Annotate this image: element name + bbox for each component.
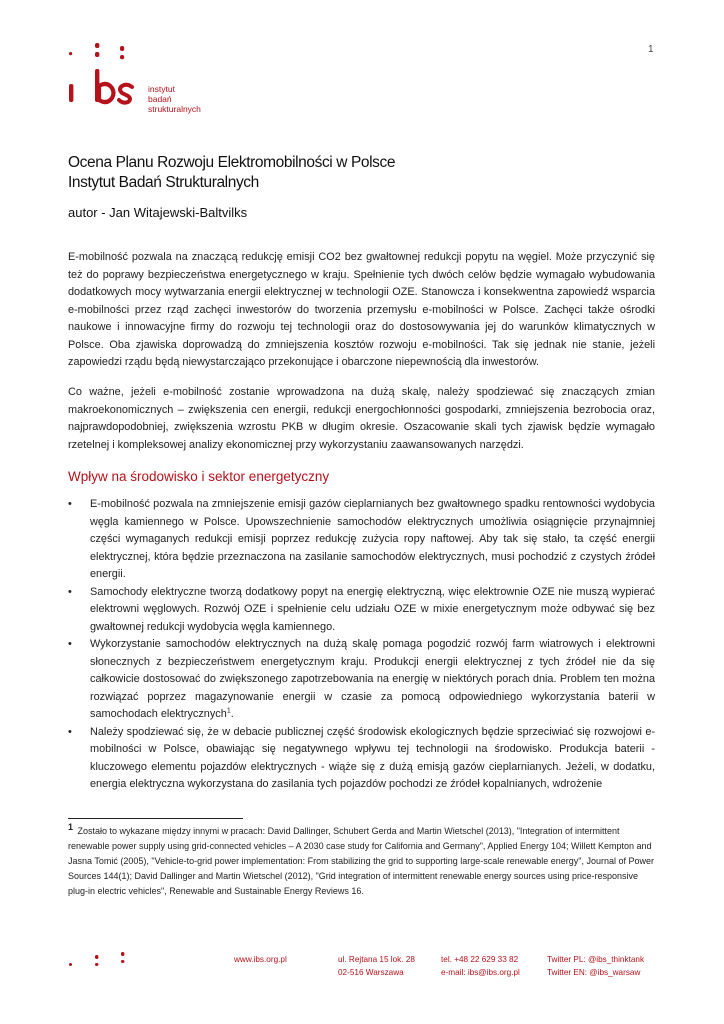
page-number: 1: [648, 44, 654, 55]
footer-contact: [441, 953, 520, 979]
footer-address: [338, 953, 415, 979]
title-line: Instytut Badań Strukturalnych: [68, 174, 259, 191]
ibs-logo: [66, 42, 226, 112]
title-line: Ocena Planu Rozwoju Elektromobilności w Polsce: [68, 154, 396, 171]
footer-twitter-pl[interactable]: Twitter PL: @ibs_thinktank: [547, 955, 645, 964]
sentence-end: .: [230, 708, 234, 720]
list-item-text: Należy spodziewać się, że w debacie publicznej część środowisk ekologicznych będzie sprzeciwiać się rozwojowi e-mobilności w Polsce, obawiając się negatywnego wpływu tej technologii na środowisko. Produkcja baterii - kluczowego elementu pojazdów elektrycznych - wiąże się z dużą emisją gazów cieplarnianych. Jeżeli, w dodatku, energia elektryczna wykorzystana do zasilania tych pojazdów pochodzi ze źródeł kopalnianych, wdrożenie: [90, 725, 655, 790]
list-item-text: Wykorzystanie samochodów elektrycznych na dużą skalę pomaga pogodzić rozwój farm wiatrowych i elektrowni słonecznych z bezpieczeństwem energetycznym kraju. Produkcji energii elektrycznej z tych źródeł nie da się całkowicie dostosować do zwiększonego zapotrzebowania na energię w niektórych porach dnia. Problem ten można rozwiązać poprzez magazynowanie energii w czasie za pomocą odpowiedniego wykorzystania baterii w samochodach elektrycznych: [90, 638, 655, 720]
logo-tagline: [148, 84, 201, 114]
list-item-text: Samochody elektryczne tworzą dodatkowy popyt na energię elektryczną, więc elektrownie OZE nie muszą wypierać elektrowni węglowych. Rozwój OZE i spełnienie celu udziału OZE w mixie energetycznym może odbywać się bez gwałtownej redukcji wydobycia węgla kamiennego.: [90, 585, 655, 633]
list-item: [68, 496, 655, 584]
list-item: [68, 636, 655, 724]
list-item-text: E-mobilność pozwala na zmniejszenie emisji gazów cieplarnianych bez gwałtownego spadku rentowności wydobycia węgla kamiennego w Polsce. Upowszechnienie samochodów elektrycznych umożliwia osiągnięcie przynajmniej części wymaganych redukcji emisji poprzez redukcję zużycia ropy naftowej. Aby tak się stało, ta część energii elektrycznej, która będzie przeznaczona na zasilanie samochodów elektrycznych, musi pochodzić z czystych źródeł energii.: [90, 498, 655, 580]
logo-tagline-line: instytut: [148, 84, 175, 94]
footer-website[interactable]: [234, 953, 287, 966]
footnote-reference[interactable]: 1: [226, 707, 231, 715]
footer-website-link[interactable]: www.ibs.org.pl: [234, 955, 287, 964]
bullet-icon: •: [68, 498, 72, 510]
footer-logo-dots: [66, 951, 136, 973]
footnote: [68, 824, 655, 899]
bullet-list: [68, 496, 655, 794]
logo-tagline-line: badań: [148, 94, 172, 104]
list-item: [68, 584, 655, 637]
footer-email-link[interactable]: e-mail: ibs@ibs.org.pl: [441, 968, 520, 977]
bullet-icon: •: [68, 638, 72, 650]
logo-tagline-line: strukturalnych: [148, 104, 201, 114]
footer-phone: tel. +48 22 629 33 82: [441, 955, 519, 964]
author-line: autor - Jan Witajewski-Baltvilks: [68, 205, 248, 220]
section-heading: Wpływ na środowisko i sektor energetyczny: [68, 469, 330, 484]
document-title: [68, 153, 395, 193]
footer-address-line: ul. Rejtana 15 lok. 28: [338, 955, 415, 964]
bullet-icon: •: [68, 585, 72, 598]
list-item: [68, 724, 655, 794]
footer-twitter-en[interactable]: Twitter EN: @ibs_warsaw: [547, 968, 641, 977]
footnote-divider: [68, 818, 243, 819]
bullet-icon: •: [68, 725, 72, 738]
footer-address-line: 02-516 Warszawa: [338, 968, 404, 977]
footer-twitter: [547, 953, 644, 979]
footnote-text: Zostało to wykazane między innymi w pracach: David Dallinger, Schubert Gerda and Martin Wietschel (2013), "Integration of intermittent renewable power supply using grid-connected vehicles – A 2030 case study for California and Germany", Applied Energy 104; Willett Kempton and Jasna Tomić (2005), "Vehicle-to-grid power implementation: From stabilizing the grid to supporting large-scale renewable energy", Journal of Power Sources 144(1); David Dallinger and Martin Wietschel (2012), "Grid integration of intermittent renewable energy sources using price-responsive plug-in electric vehicles", Renewable and Sustainable Energy Reviews 16.: [68, 826, 655, 896]
paragraph: Co ważne, jeżeli e-mobilność zostanie wprowadzona na dużą skalę, należy spodziewać się znaczących zmian makroekonomicznych – zwiększenia cen energii, redukcji energochłonności gospodarki, zmniejszenia bezrobocia oraz, najprawdopodobniej, zwiększenia wzrostu PKB w długim okresie. Oszacowanie skali tych zjawisk będzie wymagało rzetelnej i kompleksowej analizy ekonomicznej przy wykorzystaniu zaawansowanych narzędzi.: [68, 386, 655, 451]
footnote-number: 1: [68, 822, 74, 832]
paragraph: E-mobilność pozwala na znaczącą redukcję emisji CO2 bez gwałtownej redukcji popytu na węgiel. Może przyczynić się też do poprawy bezpieczeństwa energetycznego w kraju. Spełnienie tych dwóch celów będzie wymagało wybudowania dodatkowych mocy wytwarzania energii elektrycznej w technologii OZE. Stanowcza i konsekwentna zapowiedź wsparcia e-mobilności przez rząd zachęci inwestorów do tworzenia przemysłu e-mobilności w Polsce. Zachęci także ośrodki naukowe i innowacyjne firmy do rozwoju tej technologii oraz do dostosowywania jej do warunków klimatycznych w Polsce. Oba zjawiska doprowadzą do zmniejszenia kosztów rozwoju e-mobilności. Tak się jednak nie stanie, jeżeli zapowiedzi rządu będą niewystarczająco przekonujące i obarczone niepewnością dla inwestorów.: [68, 251, 655, 368]
